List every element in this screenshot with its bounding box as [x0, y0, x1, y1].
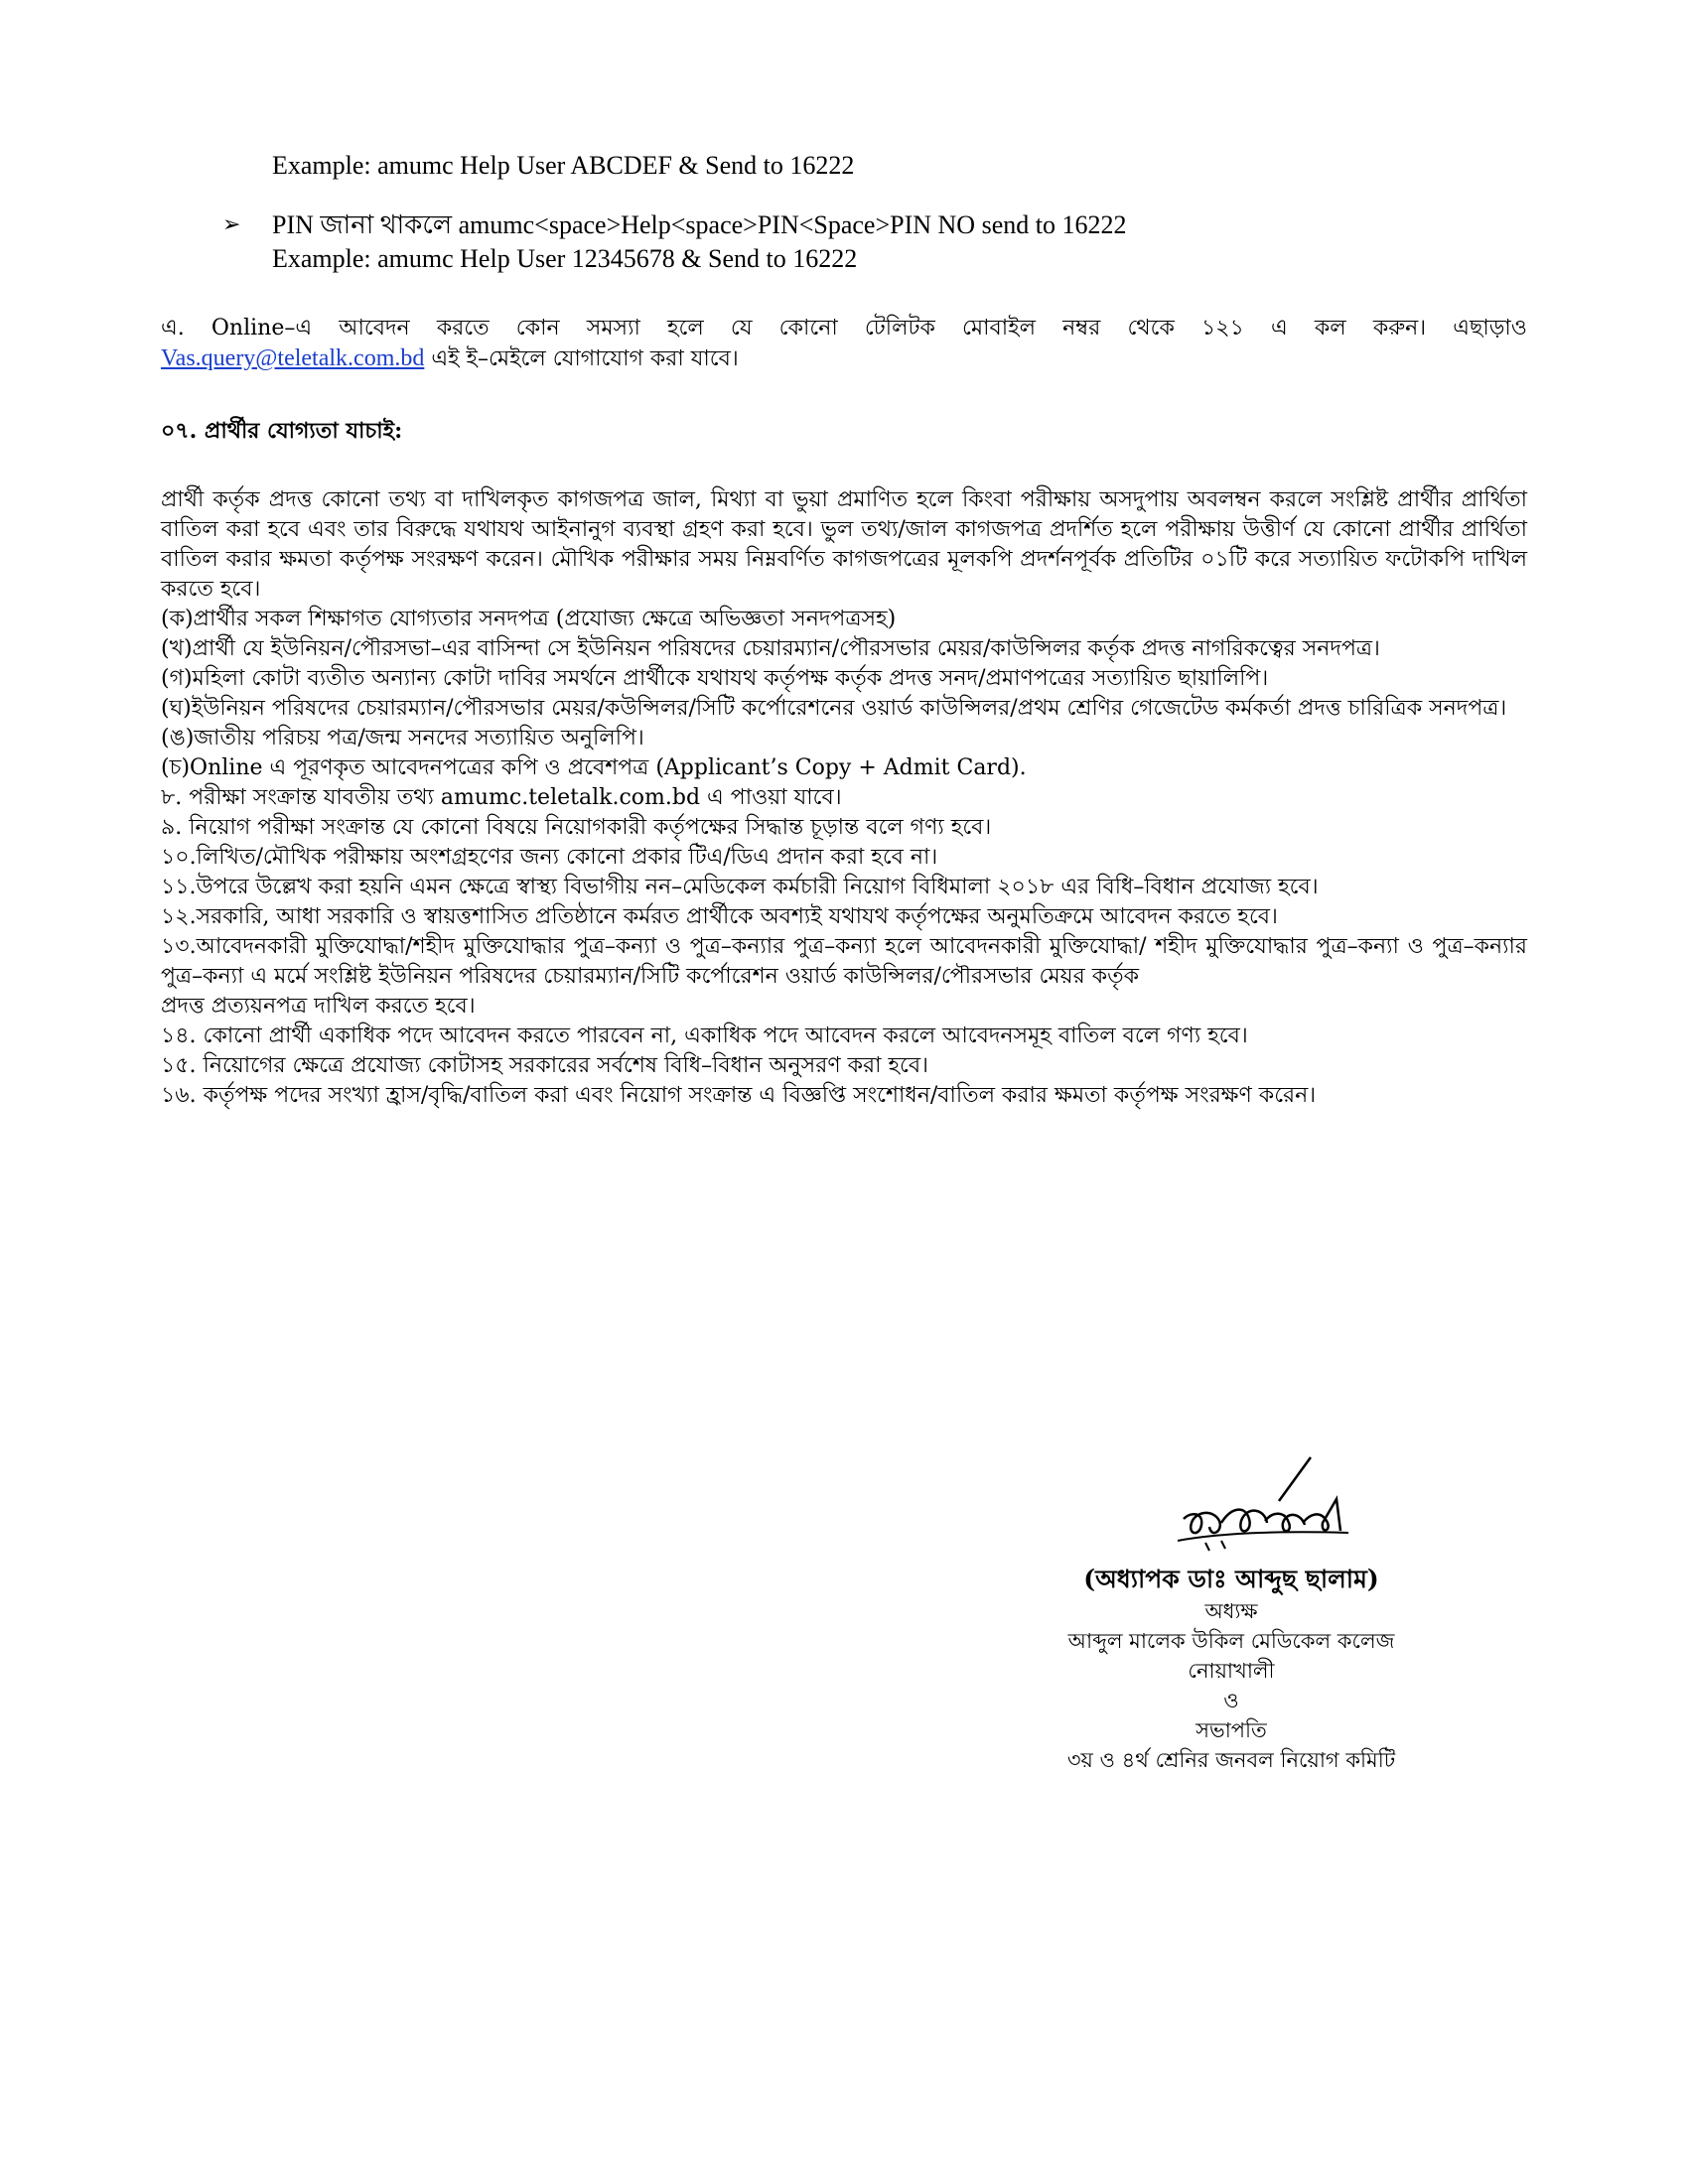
list-item: ৯. নিয়োগ পরীক্ষা সংক্রান্ত যে কোনো বিষয়ে নিয়োগকারী কর্তৃপক্ষের সিদ্ধান্ত চূড়ান্ত বলে গণ্য হবে।: [161, 815, 992, 840]
example-line-1: Example: amumc Help User ABCDEF & Send to 16222: [272, 151, 855, 180]
signatory-role: সভাপতি: [1196, 1718, 1267, 1742]
support-email-link[interactable]: Vas.query@teletalk.com.bd: [161, 345, 425, 371]
list-item: (ঘ)ইউনিয়ন পরিষদের চেয়ারম্যান/পৌরসভার মেয়র/কউন্সিলর/সিটি কর্পোরেশনের ওয়ার্ড কাউন্সিলর/প্রথম শ্রেণির গেজেটেড কর্মকর্তা প্রদত্ত চারিত্রিক সনদপত্র।: [161, 696, 1507, 721]
signatory-conjunction: ও: [1223, 1689, 1239, 1712]
list-item: ১৬. কর্তৃপক্ষ পদের সংখ্যা হ্রাস/বৃদ্ধি/বাতিল করা এবং নিয়োগ সংক্রান্ত এ বিজ্ঞপ্তি সংশোধন/বাতিল করার ক্ষমতা কর্তৃপক্ষ সংরক্ষণ করেন।: [161, 1083, 1317, 1108]
list-item: (চ)Online এ পূরণকৃত আবেদনপত্রের কপি ও প্রবেশপত্র (Applicant’s Copy + Admit Card).: [161, 755, 1027, 780]
pin-instruction: PIN জানা থাকলে amumc<space>Help<space>PIN<Space>PIN NO send to 16222: [272, 210, 1127, 239]
signature-block: [914, 1449, 1549, 1775]
contact-paragraph: [161, 314, 1527, 374]
section-7-body: [161, 485, 1527, 1111]
pin-bullet: [161, 208, 1527, 276]
arrow-bullet-icon: ➢: [222, 212, 241, 237]
list-item: ৮. পরীক্ষা সংক্রান্ত যাবতীয় তথ্য amumc.teletalk.com.bd এ পাওয়া যাবে।: [161, 785, 842, 810]
list-item: ১৩.আবেদনকারী মুক্তিযোদ্ধা/শহীদ মুক্তিযোদ্ধার পুত্র–কন্যা ও পুত্র–কন্যার পুত্র–কন্যা হলে আবেদনকারী মুক্তিযোদ্ধা/ শহীদ মুক্তিযোদ্ধার পুত্র–কন্যা ও পুত্র–কন্যার পুত্র–কন্যা এ মর্মে সংশ্লিষ্ট ইউনিয়ন পরিষদের চেয়ারম্যান/সিটি কর্পোরেশন ওয়ার্ড কাউন্সিলর/পৌরসভার মেয়র কর্তৃক: [161, 934, 1527, 989]
signatory-name: (অধ্যাপক ডাঃ আব্দুছ ছালাম): [1083, 1565, 1379, 1593]
list-item: (ঙ)জাতীয় পরিচয় পত্র/জন্ম সনদের সত্যায়িত অনুলিপি।: [161, 726, 644, 751]
signatory-location: নোয়াখালী: [1188, 1659, 1275, 1683]
list-item: (গ)মহিলা কোটা ব্যতীত অন্যান্য কোটা দাবির সমর্থনে প্রার্থীকে যথাযথ কর্তৃপক্ষ কর্তৃক প্রদত্ত সনদ/প্রমাণপত্রের সত্যায়িত ছায়ালিপি।: [161, 666, 1269, 691]
example-line-2: Example: amumc Help User 12345678 & Send to 16222: [272, 244, 858, 273]
list-item: প্রদত্ত প্রত্যয়নপত্র দাখিল করতে হবে।: [161, 994, 476, 1019]
list-item: ১১.উপরে উল্লেখ করা হয়নি এমন ক্ষেত্রে স্বাস্থ্য বিভাগীয় নন–মেডিকেল কর্মচারী নিয়োগ বিধিমালা ২০১৮ এর বিধি–বিধান প্রযোজ্য হবে।: [161, 875, 1319, 899]
contact-text-end: এই ই–মেইলে যোগাযোগ করা যাবে।: [424, 346, 739, 371]
list-item: ১৫. নিয়োগের ক্ষেত্রে প্রযোজ্য কোটাসহ সরকারের সর্বশেষ বিধি–বিধান অনুসরণ করা হবে।: [161, 1053, 928, 1078]
section-7-heading: ০৭. প্রার্থীর যোগ্যতা যাচাই:: [161, 418, 403, 444]
signatory-title: অধ্যক্ষ: [1204, 1599, 1258, 1623]
list-item: (ক)প্রার্থীর সকল শিক্ষাগত যোগ্যতার সনদপত্র (প্রযোজ্য ক্ষেত্রে অভিজ্ঞতা সনদপত্রসহ): [161, 607, 897, 631]
list-item: ১৪. কোনো প্রার্থী একাধিক পদে আবেদন করতে পারবেন না, একাধিক পদে আবেদন করলে আবেদনসমূহ বাতিল বলে গণ্য হবে।: [161, 1024, 1248, 1048]
signatory-institution: আব্দুল মালেক উকিল মেডিকেল কলেজ: [1067, 1629, 1395, 1653]
list-item: (খ)প্রার্থী যে ইউনিয়ন/পৌরসভা–এর বাসিন্দা সে ইউনিয়ন পরিষদের চেয়ারম্যান/পৌরসভার মেয়র/কাউন্সিলর কর্তৃক প্রদত্ত নাগরিকত্বের সনদপত্র।: [161, 636, 1380, 661]
pin-bullet-body: [272, 208, 1126, 276]
handwritten-signature: [1162, 1449, 1360, 1559]
document-page: [161, 149, 1527, 1111]
signatory-committee: ৩য় ও ৪র্থ শ্রেনির জনবল নিয়োগ কমিটি: [1066, 1748, 1396, 1772]
section-7-intro: প্রার্থী কর্তৃক প্রদত্ত কোনো তথ্য বা দাখিলকৃত কাগজপত্র জাল, মিথ্যা বা ভুয়া প্রমাণিত হলে কিংবা পরীক্ষায় অসদুপায় অবলম্বন করলে সংশ্লিষ্ট প্রার্থীর প্রার্থিতা বাতিল করা হবে এবং তার বিরুদ্ধে যথাযথ আইনানুগ ব্যবস্থা গ্রহণ করা হবে। ভুল তথ্য/জাল কাগজপত্র প্রদর্শিত হলে পরীক্ষায় উত্তীর্ণ যে কোনো প্রার্থীর প্রার্থিতা বাতিল করার ক্ষমতা কর্তৃপক্ষ সংরক্ষণ করেন। মৌখিক পরীক্ষার সময় নিম্নবর্ণিত কাগজপত্রের মূলকপি প্রদর্শনপূর্বক প্রতিটির ০১টি করে সত্যায়িত ফটোকপি দাখিল করতে হবে।: [161, 487, 1527, 602]
contact-text: এ. Online–এ আবেদন করতে কোন সমস্যা হলে যে কোনো টেলিটক মোবাইল নম্বর থেকে ১২১ এ কল করুন। এছাড়াও: [161, 316, 1527, 341]
list-item: ১০.লিখিত/মৌখিক পরীক্ষায় অংশগ্রহণের জন্য কোনো প্রকার টিএ/ডিএ প্রদান করা হবে না।: [161, 845, 938, 870]
list-item: ১২.সরকারি, আধা সরকারি ও স্বায়ত্তশাসিত প্রতিষ্ঠানে কর্মরত প্রার্থীকে অবশ্যই যথাযথ কর্তৃপক্ষের অনুমতিক্রমে আবেদন করতে হবে।: [161, 904, 1278, 929]
